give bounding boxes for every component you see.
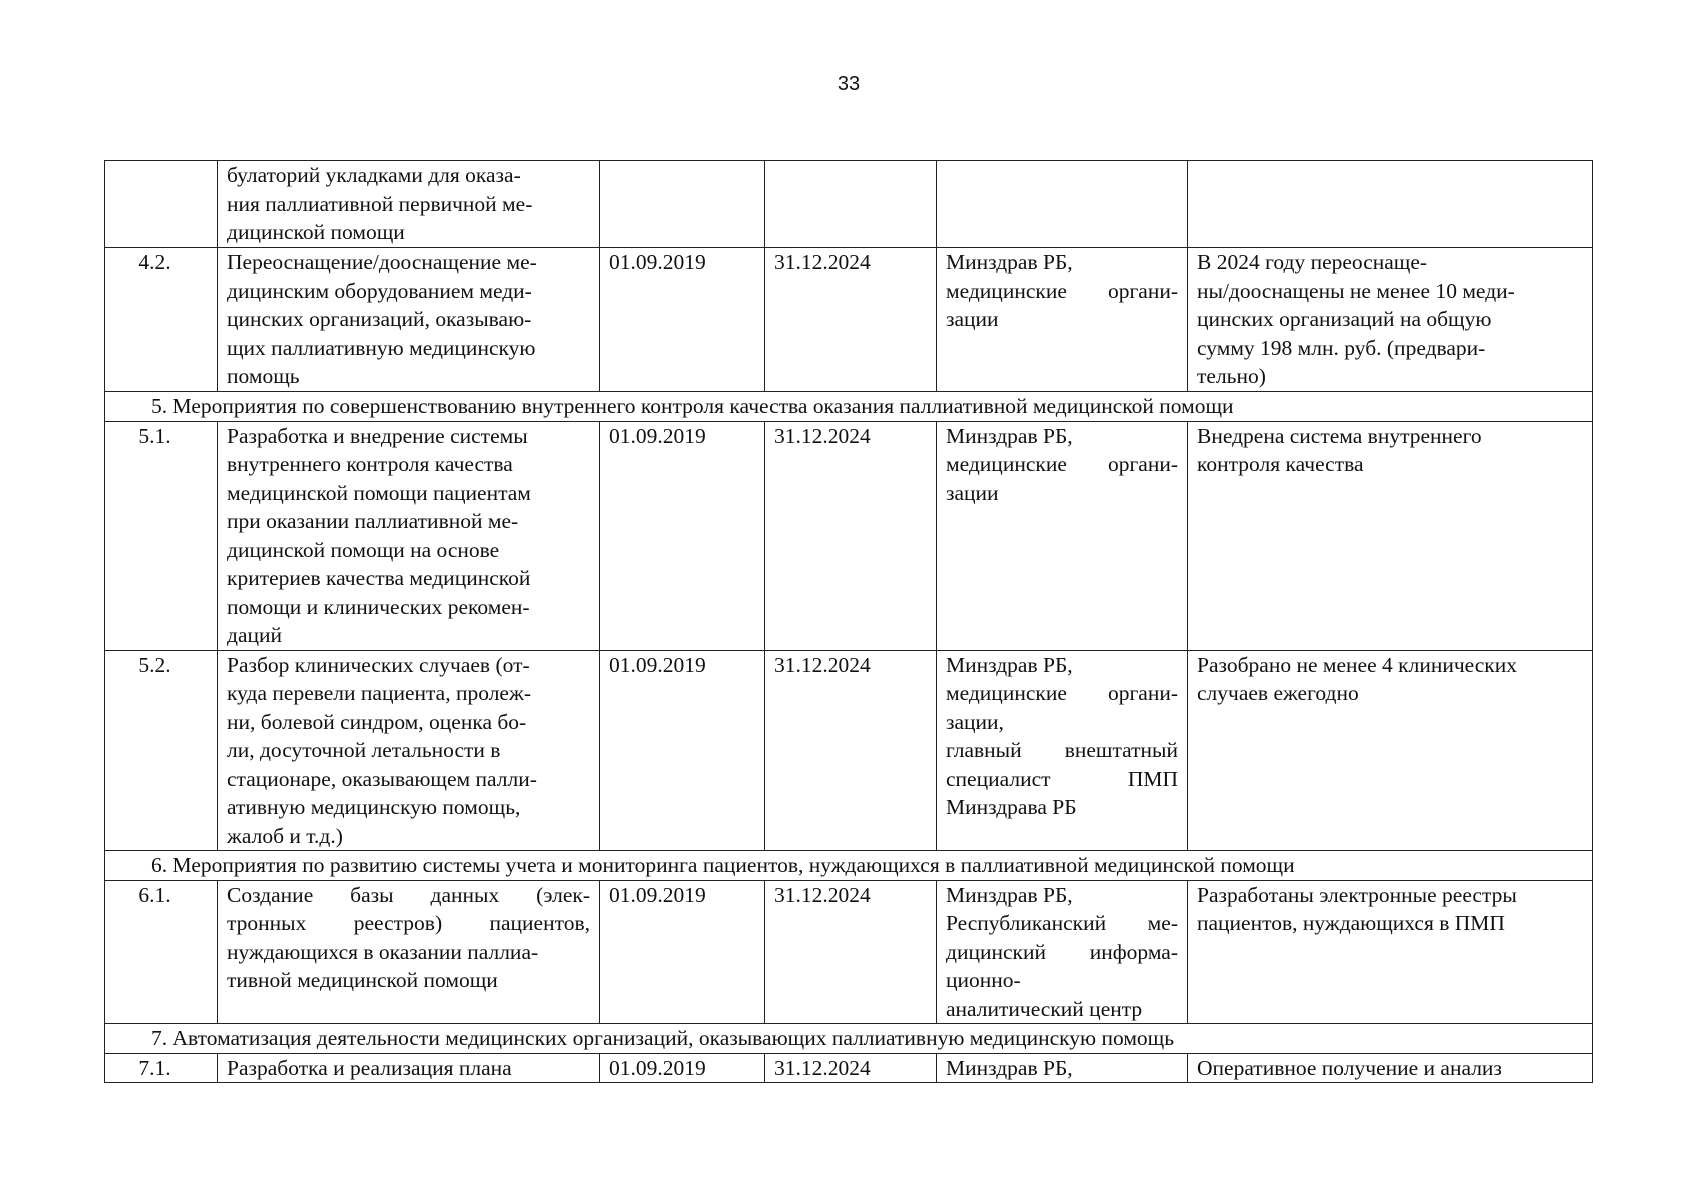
section-header-row — [105, 1024, 1593, 1054]
item-end-date: 31.12.2024 — [765, 421, 937, 650]
item-number — [105, 161, 218, 248]
item-number: 5.1. — [105, 421, 218, 650]
table-row — [105, 421, 1593, 650]
item-responsible — [937, 161, 1188, 248]
section-title: 7. Автоматизация деятельности медицинских организаций, оказывающих паллиативную медицинскую помощь — [105, 1024, 1593, 1054]
item-start-date: 01.09.2019 — [600, 650, 765, 851]
item-start-date: 01.09.2019 — [600, 1053, 765, 1083]
item-number: 7.1. — [105, 1053, 218, 1083]
item-end-date: 31.12.2024 — [765, 248, 937, 392]
item-start-date: 01.09.2019 — [600, 421, 765, 650]
item-responsible: Минздрав РБ, медицинские органи- зации — [937, 248, 1188, 392]
item-number: 4.2. — [105, 248, 218, 392]
section-title: 5. Мероприятия по совершенствованию внутреннего контроля качества оказания паллиативной медицинской помощи — [105, 392, 1593, 422]
item-description: Разбор клинических случаев (от- куда перевели пациента, пролеж- ни, болевой синдром, оценка бо- ли, досуточной летальности в стационаре, оказывающем палли- ативную медицинскую помощь, жалоб и т.д.) — [218, 650, 600, 851]
item-description: Переоснащение/дооснащение ме- дицинским оборудованием меди- цинских организаций, оказываю- щих паллиативную медицинскую помощь — [218, 248, 600, 392]
table-row — [105, 161, 1593, 248]
item-end-date — [765, 161, 937, 248]
table-row — [105, 248, 1593, 392]
item-result — [1188, 161, 1593, 248]
item-result: Внедрена система внутреннего контроля качества — [1188, 421, 1593, 650]
item-responsible: Минздрав РБ, медицинские органи- зации — [937, 421, 1188, 650]
section-header-row — [105, 392, 1593, 422]
item-description: Разработка и реализация плана — [218, 1053, 600, 1083]
plan-table — [104, 160, 1593, 1083]
page-number: 33 — [837, 73, 861, 95]
item-description: Создание базы данных (элек- тронных реестров) пациентов, нуждающихся в оказании паллиа- тивной медицинской помощи — [218, 880, 600, 1024]
item-responsible: Минздрав РБ, Республиканский ме- дицинский информа- ционно- аналитический центр — [937, 880, 1188, 1024]
item-description: Разработка и внедрение системы внутреннего контроля качества медицинской помощи пациентам при оказании паллиативной ме- дицинской помощи на основе критериев качества медицинской помощи и клинических рекомен- даций — [218, 421, 600, 650]
table-row — [105, 1053, 1593, 1083]
item-start-date: 01.09.2019 — [600, 880, 765, 1024]
item-result: Оперативное получение и анализ — [1188, 1053, 1593, 1083]
item-result: В 2024 году переоснаще- ны/дооснащены не менее 10 меди- цинских организаций на общую сумму 198 млн. руб. (предвари- тельно) — [1188, 248, 1593, 392]
item-number: 5.2. — [105, 650, 218, 851]
item-result: Разработаны электронные реестры пациентов, нуждающихся в ПМП — [1188, 880, 1593, 1024]
section-title: 6. Мероприятия по развитию системы учета и мониторинга пациентов, нуждающихся в паллиативной медицинской помощи — [105, 851, 1593, 881]
item-number: 6.1. — [105, 880, 218, 1024]
item-end-date: 31.12.2024 — [765, 880, 937, 1024]
table-row — [105, 650, 1593, 851]
item-description: булаторий укладками для оказа- ния паллиативной первичной ме- дицинской помощи — [218, 161, 600, 248]
item-start-date: 01.09.2019 — [600, 248, 765, 392]
item-end-date: 31.12.2024 — [765, 650, 937, 851]
section-header-row — [105, 851, 1593, 881]
item-start-date — [600, 161, 765, 248]
item-result: Разобрано не менее 4 клинических случаев ежегодно — [1188, 650, 1593, 851]
item-responsible: Минздрав РБ, медицинские органи- зации, главный внештатный специалист ПМП Минздрава РБ — [937, 650, 1188, 851]
item-responsible: Минздрав РБ, — [937, 1053, 1188, 1083]
table-row — [105, 880, 1593, 1024]
item-end-date: 31.12.2024 — [765, 1053, 937, 1083]
